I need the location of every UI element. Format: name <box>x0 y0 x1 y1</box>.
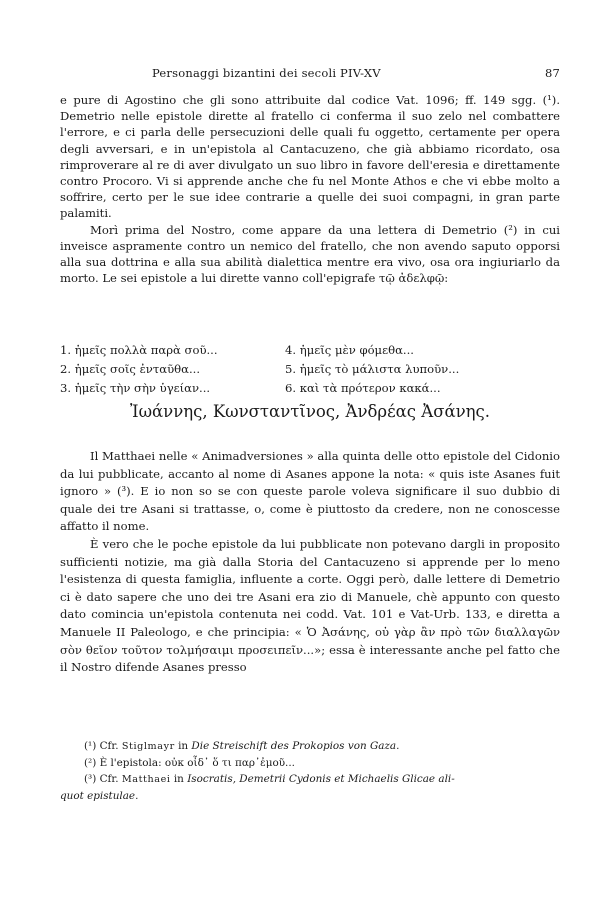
epistle-item: 6. καὶ τὰ πρότερον κακά... <box>285 381 441 395</box>
footnote-work: quot epistulae. <box>60 790 139 802</box>
footnote-2: (²) È l'epistola: οὐκ οἶδ᾽ ὅ τι παρ᾽ἐμοῦ... <box>84 757 295 769</box>
footnote-3: (³) Cfr. Matthaei in Isocratis, Demetrii Cydonis et Michaelis Glicae ali- <box>84 773 455 785</box>
paragraph-4: È vero che le poche epistole da lui pubblicate non potevano dargli in proposito sufficienti notizie, ma già dalla Storia del Cantacuzeno si apprende per lo meno l'esistenza di questa famiglia, influente a corte. Oggi però, dalle lettere di Demetrio ci è dato sapere che uno dei tre Asani era zio di Manuele, chè appunto con questo dato comincia un'epistola contenuta nei codd. Vat. 101 e Vat-Urb. 133, e diretta a Manuele II Paleologo, e che principia: « Ὁ Ἀσάνης, οὐ γὰρ ἂν πρὸ τῶν διαλλαγῶν σὸν θεῖον τοῦτον τολμήσαιμι προσειπεῖν...»; essa è interessante anche pel fatto che il Nostro difende Asanes presso <box>60 536 560 675</box>
paragraph-1: e pure di Agostino che gli sono attribuite dal codice Vat. 1096; ff. 149 sgg. (¹). Demetrio nelle epistole dirette al fratello ci conferma il suo zelo nel combattere l'errore, e ci parla delle persecuzioni delle quali fu oggetto, certamente per opera degli avversari, e in un'epistola al Cantacuzeno, che già abbiamo ricordato, osa rimproverare al re di aver divulgato un suo libro in favore dell'eresia e direttamente contro Procoro. Vi si apprende anche che fu nel Monte Athos e che vi ebbe molto a soffrire, certo per le sue idee contrarie a quelle dei suoi compagni, in gran parte palamiti. <box>60 93 560 221</box>
epistle-item: 4. ἡμεῖς μὲν φόμεθα... <box>285 343 414 357</box>
section-heading: Ἰωάννης, Κωνσταντῖνος, Ἀνδρέας Ἀσάνης. <box>129 402 491 421</box>
footnote-mark: (²) <box>84 757 97 769</box>
paragraph-3: Il Matthaei nelle « Animadversiones » alla quinta delle otto epistole del Cidonio da lui pubblicate, accanto al nome di Asanes appone la nota: « quis iste Asanes fuit ignoro » (³). E io non so se con queste parole voleva significare il suo dubbio di quale dei tre Asani si trattasse, o, come è piuttosto da credere, non ne conoscesse affatto il nome. <box>60 449 560 534</box>
footnote-1: (¹) Cfr. Stiglmayr in Die Streischift des Prokopios von Gaza. <box>84 740 400 752</box>
epistle-item: 2. ἡμεῖς σοῖς ἐνταῦθα... <box>60 362 201 376</box>
footnote-author: Matthaei <box>121 774 171 785</box>
paragraph-2: Morì prima del Nostro, come appare da una lettera di Demetrio (²) in cui inveisce aspramente contro un nemico del fratello, che non avendo saputo opporsi alla sua dottrina e alla sua abilità dialettica mentre era vivo, osa ora ingiuriarlo da morto. Le sei epistole a lui dirette vanno coll'epigrafe τῷ ἀδελφῷ: <box>60 222 560 286</box>
epistle-item: 5. ἡμεῖς τὸ μάλιστα λυποῦν... <box>285 362 460 376</box>
main-text-bottom <box>60 448 560 677</box>
footnote-author: Stiglmayr <box>121 741 175 752</box>
footnote-mark: (³) <box>84 773 97 785</box>
footnote-work: Isocratis, Demetrii Cydonis et Michaelis Glicae ali- <box>187 773 455 785</box>
footnote-3-continued <box>60 788 560 804</box>
footnote-mark: (¹) <box>84 740 97 752</box>
page-number: 87 <box>544 66 560 80</box>
footnote-work: Die Streischift des Prokopios von Gaza. <box>191 740 400 752</box>
epistle-item: 3. ἡμεῖς τὴν σὴν ὑγείαν... <box>60 381 211 395</box>
running-title: Personaggi bizantini dei secoli PIV-XV <box>152 66 381 80</box>
epistle-item: 1. ἡμεῖς πολλὰ παρὰ σοῦ... <box>60 343 218 357</box>
footnotes <box>60 738 560 804</box>
main-text-top <box>60 92 560 286</box>
